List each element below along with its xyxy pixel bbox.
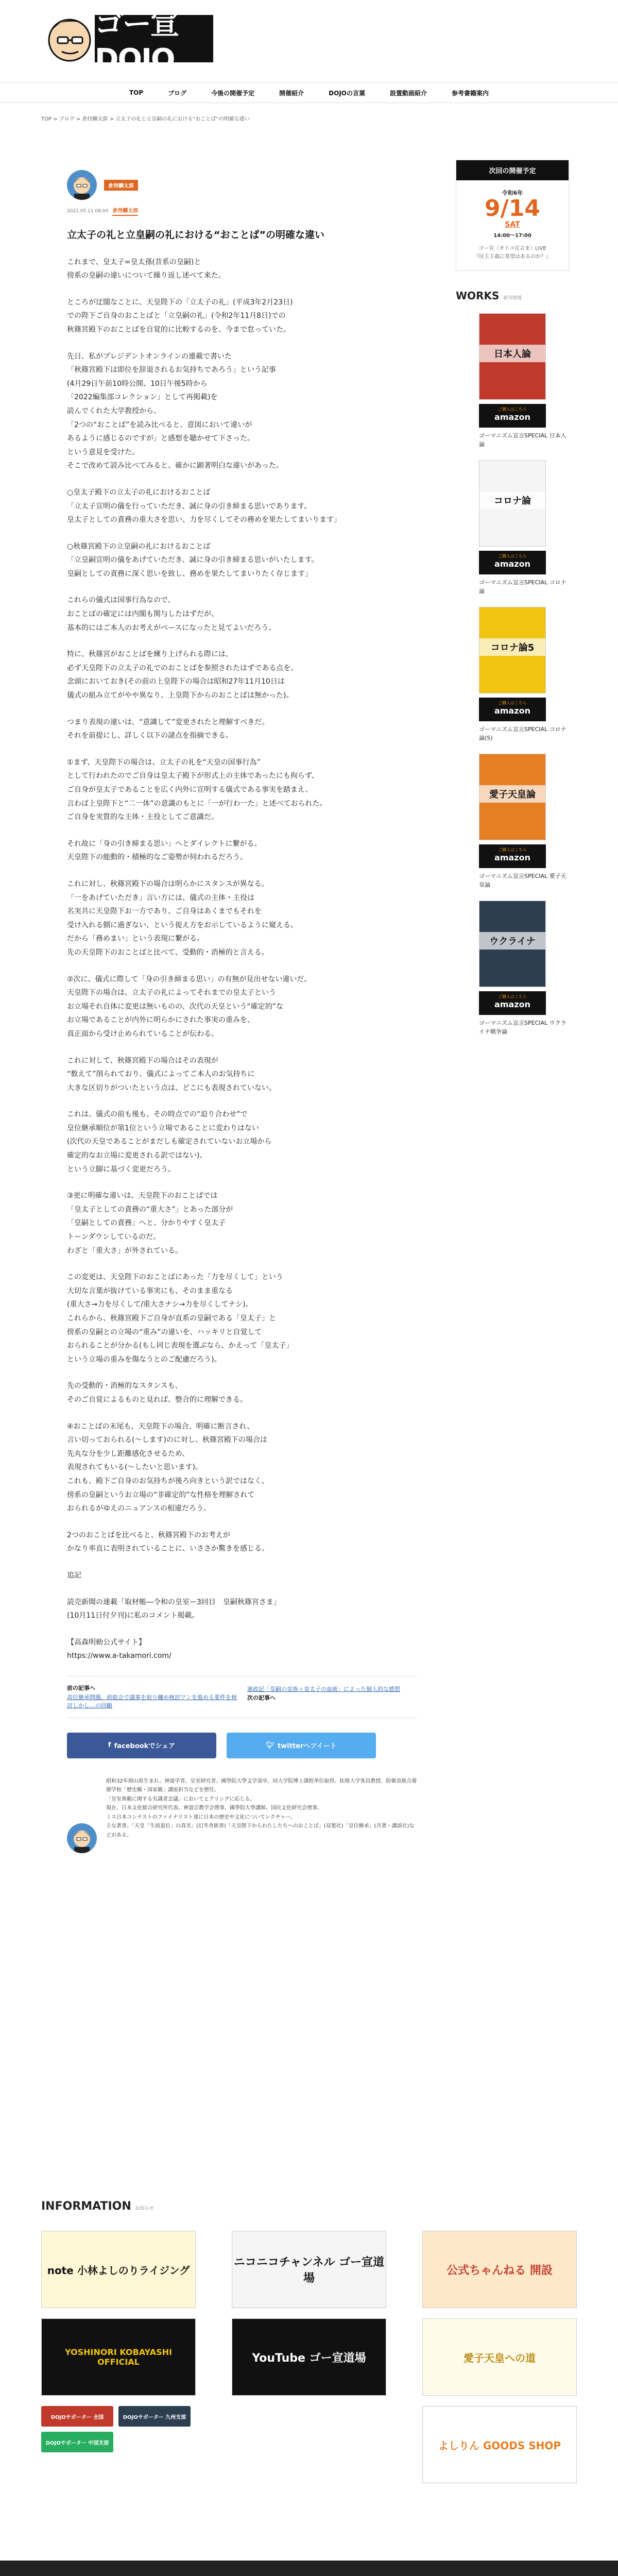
nav-item-top[interactable]: TOP	[129, 89, 144, 96]
post-paragraph: これは、儀式の前も後も、その時点での“迫り合わせ”で 皇位継承順位が第1位という立場であることに変わりはない (次代の天皇であることがまだしも確定されていないお立場から 確定的なお立場に変更される訳ではない)、 という立脚に基づく変更だろう。	[67, 1110, 272, 1174]
post-paragraph: これに対して、秋篠宮殿下の場合はその表現が “数えて”削られており、儀式によってご本人のお気持ちに 大きな区切りがついたという点は、どこにも表現されていない。	[67, 1056, 276, 1092]
banner-official-channel-label: 公式ちゃんねる 開設	[447, 2264, 553, 2277]
post-paragraph: それ故に「身の引き締まる思い」へとダイレクトに繋がる。 天皇陛下の能動的・積極的なご姿勢が伺われるだろう。	[67, 839, 262, 862]
banner-note-rising-label: note 小林よしのりライジング	[47, 2264, 190, 2277]
article	[67, 170, 417, 1853]
next-event-weekday: SAT	[505, 221, 520, 229]
book-cover-title: 愛子天皇論	[479, 785, 545, 803]
prev-post-label: 前の記事へ	[67, 1684, 95, 1691]
amazon-button-caption: ご購入はこちら	[498, 994, 527, 999]
banner-aiko-tenno-label: 愛子天皇への道	[464, 2351, 536, 2364]
book-cover[interactable]	[479, 313, 546, 400]
amazon-button-caption: ご購入はこちら	[498, 407, 527, 412]
global-nav	[0, 82, 618, 103]
amazon-button[interactable]	[479, 698, 546, 721]
book-cover[interactable]	[479, 460, 546, 547]
book-cover-title: 日本人論	[479, 345, 545, 362]
book-cover-title: コロナ論5	[479, 638, 545, 656]
post-paragraph: つまり表現の違いは、“意識して”変更されたと理解すべきだ。 それを前提にし、詳しく以下の諸点を指摘できる。	[67, 718, 269, 740]
work-title: ゴーマニズム宣言SPECIAL コロナ論(5)	[479, 726, 566, 741]
site-header	[0, 0, 618, 122]
amazon-button[interactable]	[479, 991, 546, 1015]
works-list	[456, 313, 569, 1036]
amazon-button[interactable]	[479, 844, 546, 868]
works-title: WORKS	[456, 290, 500, 302]
post-paragraph: 先の受動的・消極的なスタンスも、 そのご自覚によるものと見れば、整合的に理解できる。	[67, 1382, 247, 1404]
post-paragraph: ④おことばの末尾も、天皇陛下の場合、明確に断言され、 言い切っておられる(〜します)のに対し、秋篠宮殿下の場合は 先丸な分を少し距離感化させるため、 表現されてもいる(〜したいと思います)。 これも、殿下ご自身のお気持ちが後ろ向きという訳ではなく、 傍系の皇嗣というお立場の“非確定的”な性格を理解されて おられるがゆえのニュアンスの相違だろう。	[67, 1422, 269, 1513]
post-paragraph: 読売新聞の連載「取材帳―令和の皇室ー3回目 皇嗣秋篠宮さま」 (10月11日付夕刊)に私のコメント掲載。	[67, 1598, 281, 1620]
post-paragraph: 追記	[67, 1571, 81, 1580]
amazon-logo: amazon	[494, 559, 530, 569]
next-event-heading: 次回の開催予定	[456, 160, 569, 180]
post-paragraph: ○秋篠宮殿下の立皇嗣の礼におけるおことば 「立皇嗣宣明の儀をあげていただき、誠に身の引き締まる思いがいたします。 皇嗣としての責務に深く思いを致し、務めを果たしてまいりたく存じます」	[67, 542, 319, 578]
book-cover[interactable]	[479, 607, 546, 693]
twitter-icon: 🐦︎	[266, 1741, 274, 1750]
banner-supporter-3-label: DOJOサポーター 中国支部	[45, 2440, 109, 2446]
post-paragraph: 【高森明勅公式サイト】 https://www.a-takamori.com/	[67, 1638, 171, 1660]
twitter-share-label: twitterへツイート	[277, 1742, 337, 1751]
banner-aiko-tenno[interactable]	[422, 2318, 577, 2396]
next-event-year: 令和6年	[502, 190, 523, 196]
next-event-time: 14:00～17:00	[493, 233, 531, 239]
profile-face-icon	[67, 1823, 97, 1853]
share-buttons	[67, 1733, 417, 1758]
banner-youtube-label: YouTube ゴー宣道場	[252, 2351, 366, 2365]
works-heading	[456, 290, 569, 302]
nav-item-books[interactable]: 参考書籍案内	[452, 89, 489, 97]
post-paragraph: これまで、皇太子=皇太孫(昔系の皇嗣)と 傍系の皇嗣の違いについて繰り返し述べて来た。	[67, 258, 226, 280]
post-navigation	[67, 1676, 417, 1718]
work-item	[456, 460, 569, 596]
content-area	[0, 108, 618, 2200]
prev-post-link[interactable]: 高位継承問題、前総会で議事を取り纏め検討ワンを進める要件を検討しかし…の回顧	[67, 1693, 237, 1709]
information-heading	[41, 2200, 154, 2213]
banner-supporter-1[interactable]	[41, 2406, 113, 2427]
author-badge[interactable]: 倉持麟太郎	[104, 180, 138, 191]
profile-text: 昭和32年岡山県生まれ。神道学者、皇室研究者。國學院大學文学部卒、同大学院博士課程単位取得。拓殖大学客員教授、防衛省統合幕僚学校「歴史観・国家観」講座担当などを歴任。 「皇室典範に関する有識者会議」においてヒアリングに応じる。 現在、日本文化総合研究所代表。神道宗教学会理事。國學院大學講師。国民文化研究会理事。 ミス日本コンテストのファイナリスト達に日本の歴史や文化についてレクチャー。 主な著書、「天皇「生前退位」の真実」(幻冬舎新書)「天皇陛下からわたしたちへのおことば」(双葉社)「皇位継承」(共著・講談社)などがある。	[106, 1778, 417, 1838]
amazon-logo: amazon	[494, 999, 530, 1010]
facebook-share-button[interactable]	[67, 1733, 216, 1758]
amazon-button[interactable]	[479, 404, 546, 428]
amazon-button-caption: ご購入はこちら	[498, 554, 527, 559]
work-title: ゴーマニズム宣言SPECIAL ウクライナ戦争論	[479, 1020, 566, 1035]
post-body	[67, 256, 417, 1663]
information-section	[0, 2200, 618, 2561]
site-logo[interactable]	[41, 7, 213, 76]
banner-goods-shop[interactable]	[422, 2406, 577, 2483]
author-profile	[67, 1777, 417, 1853]
author-face-icon	[67, 170, 97, 200]
amazon-button[interactable]	[479, 551, 546, 574]
banner-supporter-2[interactable]	[118, 2406, 191, 2427]
book-cover[interactable]	[479, 901, 546, 987]
next-post-link[interactable]: 憲政記「皇嗣の皇族＋皇太子の血統」によった個人的な感想	[247, 1685, 400, 1692]
logo-face-icon	[41, 10, 98, 67]
work-title: ゴーマニズム宣言SPECIAL 愛子天皇論	[479, 873, 566, 888]
post-paragraph: これらの儀式は国事行為なので、 おことばの確定には内閣も関与したはずだが、 基本的にはご本人のお考えがベースになったと見てよいだろう。	[67, 596, 276, 632]
amazon-logo: amazon	[494, 412, 530, 422]
works-subtitle: 新刊情報	[503, 296, 522, 301]
amazon-logo: amazon	[494, 706, 530, 716]
nav-item-reports[interactable]: 開催紹介	[279, 89, 304, 97]
work-title: ゴーマニズム宣言SPECIAL 日本人論	[479, 432, 566, 448]
banner-goods-shop-label: よしりん GOODS SHOP	[438, 2439, 561, 2452]
post-date: 2021.05.11 08:00	[67, 208, 109, 214]
post-paragraph: ○皇太子殿下の立太子の礼におけるおことば 「立太子宣明の儀を行っていただき、誠に身の引き締まる思いであります。 皇太子としての責務の重大さを思い、力を尽くしてその務めを果たしてまいります」	[67, 488, 341, 524]
next-post-label: 次の記事へ	[247, 1694, 276, 1702]
work-item	[456, 901, 569, 1036]
banner-yoshinori-official-label: YOSHINORI KOBAYASHI OFFICIAL	[65, 2347, 172, 2367]
banner-supporter-2-label: DOJOサポーター 九州支部	[123, 2414, 186, 2420]
work-item	[456, 313, 569, 449]
amazon-button-caption: ご購入はこちら	[498, 848, 527, 853]
next-event-box[interactable]	[456, 160, 569, 271]
work-title: ゴーマニズム宣言SPECIAL コロナ論	[479, 579, 566, 595]
post-paragraph: これに対し、秋篠宮殿下の場合は明らかにスタンスが異なる。 「一をあげていただき」言い方には、儀式の主体・主役は 名実共に天皇陛下お一方であり、ご自身はあくまでもそれを 受け入れる側に過ぎない、という捉え方をお示しているように窺える。 だから「務めまい」という表現に繋がる。 先の天皇陛下のおことばと比べて、受動的・消極的と言える。	[67, 879, 298, 957]
nav-item-schedule[interactable]: 今後の開催予定	[211, 89, 255, 97]
post-title: 立太子の礼と立皇嗣の礼における“おことば”の明確な違い	[67, 229, 324, 241]
banner-youtube[interactable]	[232, 2318, 386, 2396]
post-category[interactable]	[112, 206, 138, 216]
site-footer	[0, 2561, 618, 2576]
author-avatar	[67, 170, 97, 200]
post-paragraph: 2つのおことばを比べると、秋篠宮殿下のお考えが かなり率直に表明されていることに、いささか驚きを感じる。	[67, 1531, 269, 1553]
sidebar	[456, 160, 569, 1036]
banner-official-channel[interactable]	[422, 2231, 577, 2308]
twitter-share-button[interactable]	[227, 1733, 376, 1758]
banner-note-rising[interactable]	[41, 2231, 196, 2308]
book-cover-title: コロナ論	[479, 492, 545, 509]
amazon-button-caption: ご購入はこちら	[498, 701, 527, 706]
post-paragraph: 特に、秋篠宮がおことばを練り上げられる際には、 必ず天皇陛下の立太子の礼でのおことばを参照されたはずである点を、 念頭においておき(その前の上皇陛下の場合は昭和27年11月10日は 儀式の組み立てがやや異なり、上皇陛下からのおことばは無かった)。	[67, 650, 298, 700]
post-category-label: 倉持麟太郎	[112, 208, 139, 214]
post-paragraph: この変更は、天皇陛下のおことばにあった「力を尽くして」という 大切な言葉が抜けている事実にも、そのまま重なる (重大さ→力を尽くして/重大さナシ→力を尽くしてナシ)。 これらから、秋篠宮殿下ご自身が直系の皇嗣である「皇太子」と 傍系の皇嗣との立場の“重み”の違いを、ハッキリと自覚して おられることが分かる(もし同じ表現を選ぶなら、かえって「皇太子」 という立場の重みを傷なうとのご配慮だろう)。	[67, 1273, 294, 1364]
banner-supporter-1-label: DOJOサポーター 全国	[50, 2414, 104, 2420]
logo-text: ゴー宣DOJO	[95, 15, 213, 62]
information-title: INFORMATION	[41, 2200, 131, 2213]
banner-yoshinori-official[interactable]	[41, 2318, 196, 2396]
amazon-logo: amazon	[494, 853, 530, 863]
work-item	[456, 754, 569, 889]
banner-niconico-label: ニコニコチャンネル ゴー宣道場	[233, 2256, 385, 2285]
book-cover-title: ウクライナ	[479, 932, 545, 950]
breadcrumb[interactable]: TOP > ブログ > 倉持麟太郎 > 立太子の礼と立皇嗣の礼における“おことば”の明確な違い	[41, 116, 250, 122]
post-paragraph: 先日、私がプレジデントオンラインの連載で書いた 「秋篠宮殿下は即位を辞退されるお気持ちであろう」という記事 (4月29日午前10時公開、10日午後5時から 「2022編集部コレクション」として再掲載)を 読んでくれた大学教授から、 「2つの“おことば”を読み比べると、意図において違いが あるように感じるのですが」と感想を聴かせて下さった。 という意見を受けた。 そこで改めて読み比べてみると、確かに顕著明白な違いがあった。	[67, 352, 283, 470]
banner-niconico[interactable]	[232, 2231, 386, 2308]
next-event-description: ゴー宣〈オトコ宣言ま〉LIVE 『民主主義に希望はあるのか？』	[474, 246, 551, 260]
post-paragraph: ところが迂闊なことに、天皇陛下の「立太子の礼」(平成3年2月23日) での陛下ご自身のおことばと「立皇嗣の礼」(令和2年11月8日)での 秋篠宮殿下のおことばを自覚的に比較するのを、今まで怠っていた。	[67, 298, 293, 334]
nav-item-blog[interactable]: ブログ	[168, 89, 187, 97]
post-paragraph: ②次に、儀式に際して「身の引き締まる思い」の有無が見出せない違いだ。 天皇陛下の場合は、立太子の礼によってそれまでの皇太子という お立場それ自体に変更は無いものの、次代の天皇という“確定的”な お立場であることが内外に明らかにされた事実の重みを、 真正面から受け止められていることが伝わる。	[67, 975, 312, 1038]
next-event-date: 9/14	[485, 195, 540, 222]
post-paragraph: ③更に明確な違いは、天皇陛下のおことばでは 「皇太子としての責務の“重大さ”」とあった部分が 「皇嗣としての責務」へと、分かりやすく皇太子 トーンダウンしているのだ。 わざと「重大さ」が外されている。	[67, 1192, 233, 1255]
profile-avatar	[67, 1823, 97, 1853]
banner-supporter-3[interactable]	[41, 2432, 113, 2452]
nav-item-words[interactable]: DOJOの言葉	[329, 89, 366, 97]
post-paragraph: ①まず、天皇陛下の場合は、立太子の礼を“天皇の国事行為” として行われたのでご自身は皇太子殿下が形式上の主体であったにも拘らず、 ご自身が皇太子であることを広く内外に宣明する儀式である事実を踏まえ、 言わば上皇陛下と“二一体”の意識のもとに「一が行わ一た」と述べておられた。 ご自身を実質的な主体・主役としてご意識だ。	[67, 758, 327, 822]
facebook-share-label: facebookでシェア	[114, 1742, 176, 1751]
book-cover[interactable]	[479, 754, 546, 840]
information-subtitle: お知らせ	[135, 2206, 154, 2211]
facebook-icon: f	[108, 1741, 111, 1750]
work-item	[456, 607, 569, 742]
category-underline	[112, 215, 138, 216]
nav-item-videos[interactable]: 設置動画紹介	[390, 89, 427, 97]
